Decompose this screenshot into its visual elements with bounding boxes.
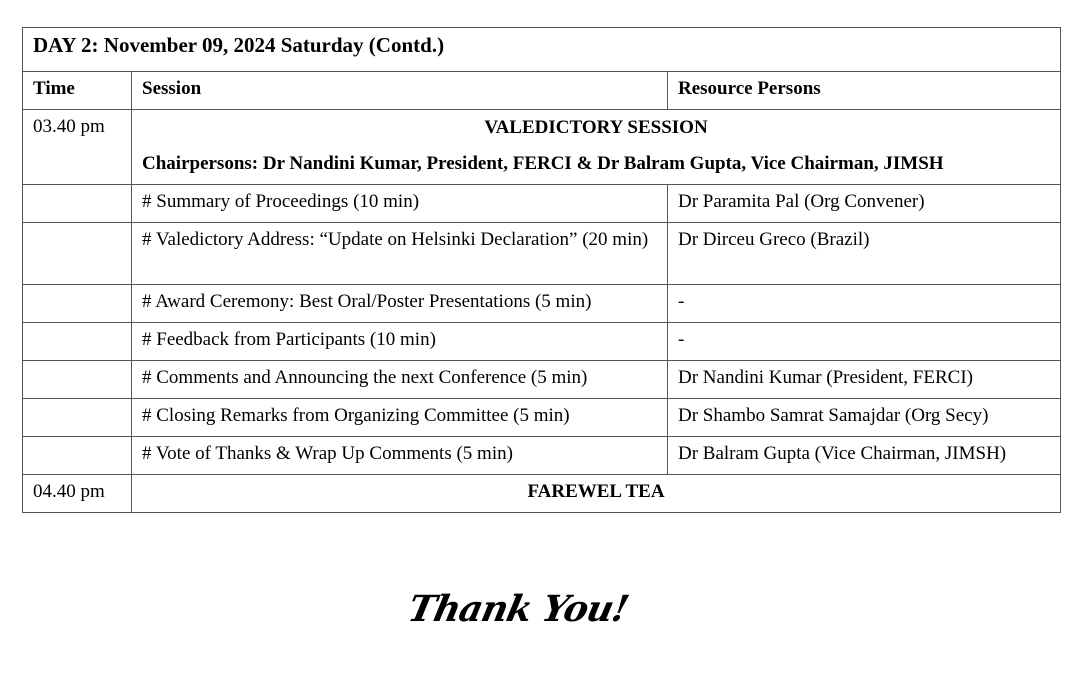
valedictory-cell: [132, 110, 1061, 185]
valedictory-row: [23, 110, 1061, 185]
session-cell: # Closing Remarks from Organizing Committee (5 min): [132, 399, 668, 437]
session-cell: # Comments and Announcing the next Conference (5 min): [132, 361, 668, 399]
time-cell: [23, 285, 132, 323]
session-cell: # Feedback from Participants (10 min): [132, 323, 668, 361]
table-row: [23, 399, 1061, 437]
session-cell: # Summary of Proceedings (10 min): [132, 185, 668, 223]
farewell-time: 04.40 pm: [23, 475, 132, 513]
session-column-header: Session: [132, 72, 668, 110]
agenda-table: [22, 27, 1061, 513]
resource-cell: Dr Paramita Pal (Org Convener): [668, 185, 1061, 223]
time-cell: [23, 323, 132, 361]
resource-cell: -: [668, 323, 1061, 361]
time-cell: [23, 399, 132, 437]
resource-cell: Dr Shambo Samrat Samajdar (Org Secy): [668, 399, 1061, 437]
day-header: DAY 2: November 09, 2024 Saturday (Contd.): [23, 28, 1061, 72]
session-cell: # Vote of Thanks & Wrap Up Comments (5 min): [132, 437, 668, 475]
farewell-row: [23, 475, 1061, 513]
table-row: [23, 285, 1061, 323]
resource-cell: -: [668, 285, 1061, 323]
valedictory-chairpersons: Chairpersons: Dr Nandini Kumar, President, FERCI & Dr Balram Gupta, Vice Chairman, JIMSH: [142, 153, 944, 174]
resource-cell: Dr Balram Gupta (Vice Chairman, JIMSH): [668, 437, 1061, 475]
thank-you-text: Thank You!: [404, 588, 632, 630]
table-row: [23, 223, 1061, 285]
valedictory-title: VALEDICTORY SESSION: [484, 117, 708, 138]
time-cell: [23, 185, 132, 223]
table-row: [23, 185, 1061, 223]
time-cell: [23, 361, 132, 399]
session-cell: # Valedictory Address: “Update on Helsinki Declaration” (20 min): [132, 223, 668, 285]
session-cell: # Award Ceremony: Best Oral/Poster Presentations (5 min): [132, 285, 668, 323]
table-row: [23, 437, 1061, 475]
time-column-header: Time: [23, 72, 132, 110]
valedictory-time: 03.40 pm: [23, 110, 132, 185]
day-header-row: [23, 28, 1061, 72]
table-row: [23, 323, 1061, 361]
resource-cell: Dr Nandini Kumar (President, FERCI): [668, 361, 1061, 399]
time-cell: [23, 437, 132, 475]
resource-column-header: Resource Persons: [668, 72, 1061, 110]
table-row: [23, 361, 1061, 399]
resource-cell: Dr Dirceu Greco (Brazil): [668, 223, 1061, 285]
time-cell: [23, 223, 132, 285]
column-header-row: [23, 72, 1061, 110]
farewell-title: FAREWEL TEA: [132, 475, 1061, 513]
